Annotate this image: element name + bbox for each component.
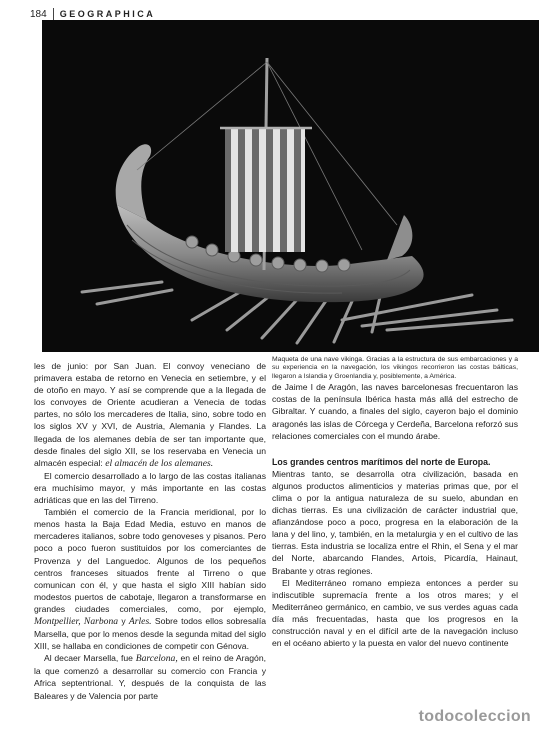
watermark: todocoleccion (418, 708, 531, 725)
section-title: GEOGRAPHICA (59, 9, 156, 19)
paragraph: El Mediterráneo romano empieza entonces a perder su indiscutible supremacía frente a los otros mares; y el Mediterráneo germánico, en cambio, ve sus verdes aguas cada día más frecuentadas, hasta que los progresos en la construcción naval y en el difícil arte de la navegación incluso en el océano abierto y la puesta en valor del nuevo continente (272, 577, 518, 649)
paragraph: les de junio: por San Juan. El convoy veneciano de primavera estaba de retorno en Venecia en setiembre, y el de otoño en mayo. Y así se comprende que a la llegada de los convoyes de Oriente acudieran a Venecia de todas partes, no sólo los mercaderes de Italia, sino, sobre todo en los siglos XV y XVI, de Austria, Alemania y Flandes. La llegada de los alemanes debía de ser tan importante que, desde finales del siglo XII, se los reservaba en Venecia un almacén especial: el almacén de los alemanes. (34, 361, 266, 469)
right-text-column (272, 356, 518, 649)
viking-ship-illustration (42, 20, 539, 352)
paragraph: Mientras tanto, se desarrolla otra civilización, basada en algunos productos alimenticios y materias primas que, por el clima o por la antigua naturaleza de su suelo, abundan en dichas tierras. Es una civilización de carácter industrial que, afianzándose poco a poco, progresa en la elaboración de la lana y del lino, y, también, en la metalurgia y en el cultivo de las tierras. Esta industria se localiza entre el Rhin, el Sena y el mar del Norte, abarcando Flandes, Artois, Picardía, Hainaut, Brabante y otras regiones. (272, 468, 518, 576)
paragraph: de Jaime I de Aragón, las naves barcelonesas frecuentaron las costas de la península Ibérica hasta más allá del estrecho de Gibraltar. Y cuando, a finales del siglo, cayeron bajo el dominio aragonés las islas de Córcega y Cerdeña, Barcelona reforzó sus relaciones comerciales con el mundo árabe. (272, 382, 519, 441)
paragraph: Al decaer Marsella, fue Barcelona, en el reino de Aragón, la que comenzó a desarrollar su comercio con Francia y Africa septentrional. Y, después de la conquista de las Baleares y de Valencia por parte (34, 653, 267, 701)
viking-ship-photo (42, 20, 539, 352)
paragraph: El comercio desarrollado a lo largo de las costas italianas era muchísimo mayor, y más importante en las costas adriáticas que en las del Tirreno. (34, 470, 266, 506)
photo-caption: Maqueta de una nave vikinga. Gracias a la estructura de sus embarcaciones y a su experiencia en la navegación, los vikingos recorrieron las costas bálticas, llegaron a Islandia y Groenlandia y, posiblemente, a América. (272, 356, 518, 380)
striped-sail (225, 128, 305, 252)
paragraph: También el comercio de la Francia meridional, por lo menos hasta la Baja Edad Media, estuvo en manos de mercaderes italianos, sobre todo genoveses y pisanos. Pero poco a poco fueron sustituidos por los comerciantes de Provenza y del Languedoc. Algunos de los pequeños centros franceses situados frente al Tirreno o que comunican con él, y que hasta el siglo XIII habían sido modestos puertos de cabotaje, llegaron a transformarse en grandes ciudades comerciales, como, por ejemplo, Montpellier, Narbona y Arles. Sobre todos ellos sobresalía Marsella, que por lo menos desde la segunda mitad del siglo XIII, se hallaba en condiciones de competir con Génova. (34, 507, 266, 652)
header-divider (53, 8, 54, 20)
page-number: 184 (30, 8, 47, 20)
left-text-column (34, 360, 266, 702)
section-subheading: Los grandes centros marítimos del norte de Europa. (272, 456, 491, 467)
